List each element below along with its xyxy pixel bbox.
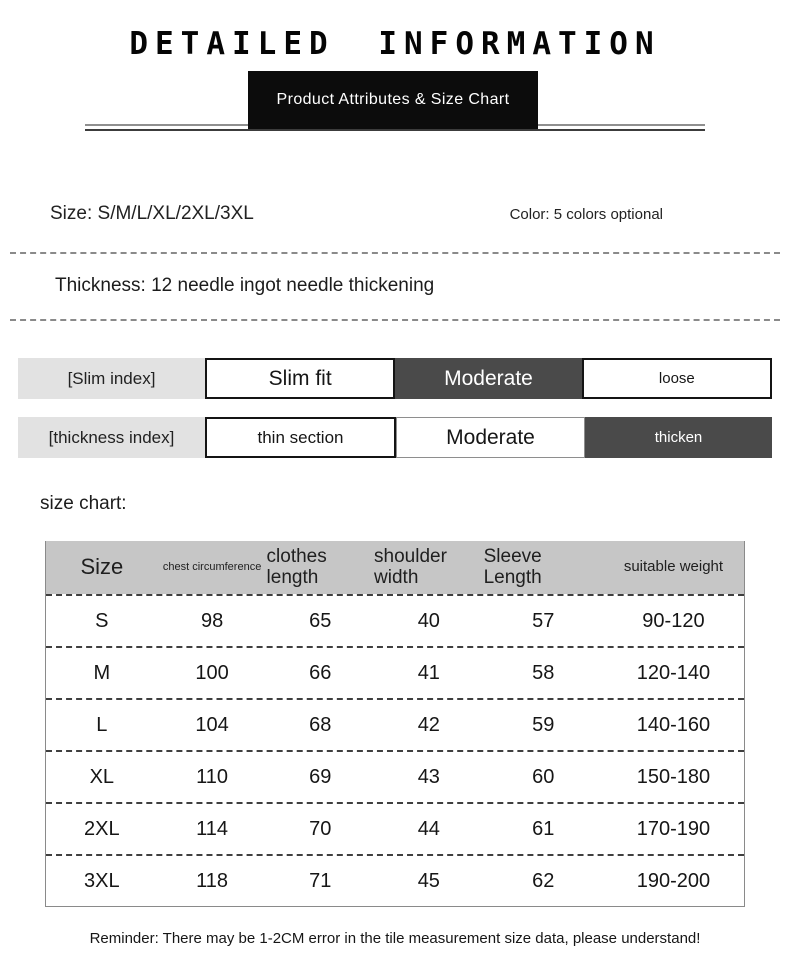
size-chart-header-cell <box>374 541 484 594</box>
size-chart-row-xl <box>46 750 744 802</box>
size-chart-cell: 2XL <box>84 817 120 840</box>
size-chart-cell: 44 <box>417 817 440 840</box>
size-chart-cell: XL <box>89 765 115 788</box>
size-chart-header-cell <box>484 541 603 594</box>
reminder-text: Reminder: There may be 1-2CM error in the tile measurement size data, please understand! <box>89 930 701 947</box>
index-option-thin-section: thin section <box>205 417 396 458</box>
size-chart-cell: 110 <box>196 765 229 788</box>
size-chart-cell: 66 <box>309 661 332 684</box>
size-chart-cell: 60 <box>532 765 555 788</box>
size-chart-cell: 100 <box>195 661 229 684</box>
size-chart-row-l <box>46 698 744 750</box>
size-chart-cell: 65 <box>309 609 332 632</box>
page-title: DETAILED INFORMATION <box>129 26 661 62</box>
size-chart-cell: 70 <box>309 817 332 840</box>
dashed-divider <box>10 319 780 321</box>
size-chart-cell: 120-140 <box>636 661 711 684</box>
size-chart-cell: S <box>95 609 109 632</box>
size-chart-header-cell <box>158 541 267 594</box>
index-option-moderate: Moderate <box>395 358 581 399</box>
size-chart-cell: 104 <box>195 713 229 736</box>
attributes-row <box>0 203 790 225</box>
size-chart-cell: 90-120 <box>642 609 705 632</box>
thickness-index-row <box>18 417 772 458</box>
size-chart-cell: 140-160 <box>636 713 711 736</box>
size-chart-body <box>46 594 744 906</box>
size-chart-cell: L <box>96 713 108 736</box>
index-option-moderate: Moderate <box>396 417 585 458</box>
size-chart-table <box>45 541 745 907</box>
size-chart-cell: 45 <box>417 869 440 892</box>
size-chart-cell: 71 <box>309 869 332 892</box>
index-option-loose: loose <box>582 358 772 399</box>
size-chart-header-cell <box>603 541 744 594</box>
header-cell-label: suitable weight <box>623 558 724 576</box>
index-option-slim-fit: Slim fit <box>205 358 395 399</box>
size-chart-header-cell <box>267 541 374 594</box>
header-cell-label: Size <box>80 554 124 580</box>
thickness-index-label: [thickness index] <box>18 417 205 458</box>
page-header <box>0 0 790 141</box>
size-chart-row-m <box>46 646 744 698</box>
size-chart-cell: 170-190 <box>636 817 711 840</box>
size-attribute-text: Size: S/M/L/XL/2XL/3XL <box>50 203 254 224</box>
size-chart-cell: 98 <box>200 609 224 632</box>
thickness-attribute-text: Thickness: 12 needle ingot needle thickening <box>55 275 435 296</box>
size-chart-cell: 59 <box>532 713 555 736</box>
size-chart-cell: 62 <box>532 869 555 892</box>
size-chart-cell: 57 <box>532 609 555 632</box>
size-chart-header-cell <box>46 541 158 594</box>
size-chart-cell: 58 <box>532 661 555 684</box>
header-cell-label: Sleeve Length <box>483 545 542 588</box>
size-chart-cell: M <box>93 661 111 684</box>
header-cell-label: chest circumference <box>162 561 262 574</box>
size-chart-cell: 43 <box>417 765 440 788</box>
size-chart-cell: 190-200 <box>636 869 711 892</box>
size-chart-cell: 118 <box>196 869 229 892</box>
size-chart-cell: 40 <box>417 609 440 632</box>
size-chart-row-s <box>46 594 744 646</box>
header-cell-label: shoulder width <box>374 545 447 588</box>
size-chart-row-3xl <box>46 854 744 906</box>
dashed-divider <box>10 252 780 254</box>
size-chart-cell: 42 <box>417 713 440 736</box>
size-chart-header-row <box>46 541 744 594</box>
header-cell-label: clothes length <box>266 545 327 588</box>
size-chart-cell: 150-180 <box>636 765 711 788</box>
size-chart-heading: size chart: <box>40 493 127 514</box>
size-chart-cell: 69 <box>309 765 332 788</box>
index-option-thicken: thicken <box>585 417 772 458</box>
badge-section <box>0 71 790 141</box>
size-chart-cell: 61 <box>532 817 555 840</box>
section-badge: Product Attributes & Size Chart <box>248 71 538 129</box>
size-chart-cell: 3XL <box>84 869 120 892</box>
size-chart-cell: 41 <box>417 661 440 684</box>
size-chart-row-2xl <box>46 802 744 854</box>
size-chart-cell: 114 <box>196 817 229 840</box>
size-chart-cell: 68 <box>309 713 332 736</box>
slim-index-label: [Slim index] <box>18 358 205 399</box>
color-attribute-text: Color: 5 colors optional <box>509 206 663 223</box>
slim-index-row <box>18 358 772 399</box>
